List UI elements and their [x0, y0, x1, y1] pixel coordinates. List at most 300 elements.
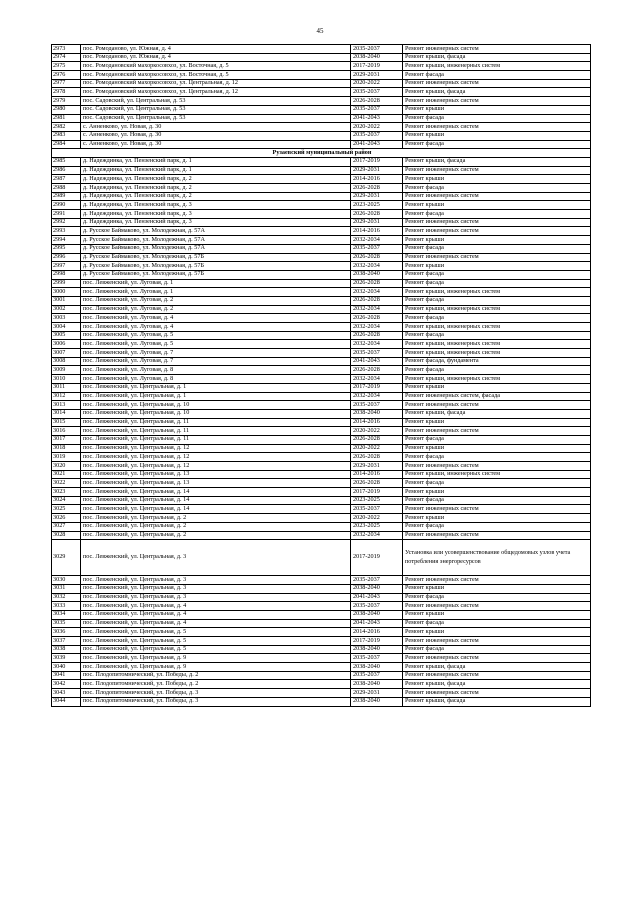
period: 2020-2022: [351, 79, 403, 88]
work-type: Ремонт фасада: [403, 279, 591, 288]
period: 2026-2028: [351, 184, 403, 193]
work-type: Ремонт крыши, инженерных систем: [403, 340, 591, 349]
work-type: Ремонт инженерных систем: [403, 531, 591, 540]
address: пос. Левженский, ул. Центральная, д. 3: [81, 540, 351, 576]
work-type: Ремонт инженерных систем: [403, 637, 591, 646]
work-type: Ремонт крыши: [403, 628, 591, 637]
table-row: [52, 619, 591, 628]
work-type: Ремонт крыши: [403, 201, 591, 210]
period: 2017-2019: [351, 637, 403, 646]
row-number: 3000: [52, 288, 81, 297]
table-row: [52, 401, 591, 410]
row-number: 3029: [52, 540, 81, 576]
work-type: Ремонт фасада: [403, 435, 591, 444]
work-type: Ремонт фасада: [403, 593, 591, 602]
period: 2032-2034: [351, 288, 403, 297]
work-type: Ремонт инженерных систем: [403, 227, 591, 236]
period: 2035-2037: [351, 654, 403, 663]
period: 2035-2037: [351, 349, 403, 358]
period: 2035-2037: [351, 45, 403, 54]
work-type: Ремонт фасада: [403, 522, 591, 531]
period: 2035-2037: [351, 671, 403, 680]
period: 2014-2016: [351, 227, 403, 236]
work-type: Ремонт крыши: [403, 418, 591, 427]
work-type: Ремонт фасада: [403, 210, 591, 219]
address: пос. Левженский, ул. Луговая, д. 2: [81, 305, 351, 314]
address: пос. Левженский, ул. Центральная, д. 2: [81, 531, 351, 540]
work-type: Ремонт фасада: [403, 314, 591, 323]
table-row: [52, 175, 591, 184]
period: 2041-2043: [351, 593, 403, 602]
period: 2038-2040: [351, 53, 403, 62]
period: 2035-2037: [351, 576, 403, 585]
table-row: [52, 663, 591, 672]
address: д. Русское Баймаково, ул. Молодежная, д. 57Б: [81, 270, 351, 279]
table-row: [52, 593, 591, 602]
row-number: 3042: [52, 680, 81, 689]
row-number: 2983: [52, 131, 81, 140]
address: пос. Левженский, ул. Центральная, д. 12: [81, 462, 351, 471]
work-type: Ремонт крыши: [403, 610, 591, 619]
work-type: Ремонт фасада: [403, 645, 591, 654]
period: 2017-2019: [351, 540, 403, 576]
table-row: [52, 270, 591, 279]
table-row: [52, 244, 591, 253]
table-row: [52, 488, 591, 497]
period: 2026-2028: [351, 279, 403, 288]
address: пос. Левженский, ул. Луговая, д. 4: [81, 323, 351, 332]
table-row: [52, 114, 591, 123]
period: 2032-2034: [351, 262, 403, 271]
table-row: [52, 540, 591, 576]
work-type: Установка или усовершенствование общедомовых узлов учета потребления энергоресурсов: [403, 540, 591, 576]
address: пос. Левженский, ул. Луговая, д. 4: [81, 314, 351, 323]
table-row: [52, 637, 591, 646]
table-row: [52, 88, 591, 97]
row-number: 3027: [52, 522, 81, 531]
work-type: Ремонт инженерных систем: [403, 166, 591, 175]
address: д. Русское Баймаково, ул. Молодежная, д. 57Б: [81, 262, 351, 271]
row-number: 2976: [52, 71, 81, 80]
row-number: 2978: [52, 88, 81, 97]
work-type: Ремонт инженерных систем: [403, 192, 591, 201]
address: пос. Плодопитомнический, ул. Победы, д. 2: [81, 680, 351, 689]
address: д. Надеждинка, ул. Пензенский парк, д. 1: [81, 166, 351, 175]
period: 2032-2034: [351, 323, 403, 332]
table-row: [52, 296, 591, 305]
work-type: Ремонт крыши, фасада: [403, 409, 591, 418]
period: 2020-2022: [351, 123, 403, 132]
row-number: 3041: [52, 671, 81, 680]
work-type: Ремонт фасада: [403, 244, 591, 253]
row-number: 2999: [52, 279, 81, 288]
address: пос. Левженский, ул. Луговая, д. 1: [81, 279, 351, 288]
row-number: 3002: [52, 305, 81, 314]
work-type: Ремонт крыши, инженерных систем: [403, 288, 591, 297]
work-type: Ремонт инженерных систем: [403, 576, 591, 585]
work-type: Ремонт инженерных систем: [403, 97, 591, 106]
table-row: [52, 418, 591, 427]
address: пос. Левженский, ул. Центральная, д. 4: [81, 610, 351, 619]
row-number: 2993: [52, 227, 81, 236]
period: 2026-2028: [351, 479, 403, 488]
period: 2035-2037: [351, 105, 403, 114]
work-type: Ремонт инженерных систем: [403, 123, 591, 132]
row-number: 3011: [52, 383, 81, 392]
work-type: Ремонт инженерных систем: [403, 671, 591, 680]
period: 2026-2028: [351, 314, 403, 323]
table-row: [52, 79, 591, 88]
period: 2017-2019: [351, 383, 403, 392]
period: 2026-2028: [351, 210, 403, 219]
work-type: Ремонт инженерных систем: [403, 689, 591, 698]
row-number: 3024: [52, 496, 81, 505]
table-row: [52, 45, 591, 54]
address: пос. Левженский, ул. Центральная, д. 5: [81, 628, 351, 637]
work-type: Ремонт инженерных систем: [403, 602, 591, 611]
row-number: 3032: [52, 593, 81, 602]
work-type: Ремонт крыши, инженерных систем: [403, 62, 591, 71]
work-type: Ремонт инженерных систем: [403, 654, 591, 663]
address: пос. Левженский, ул. Центральная, д. 10: [81, 401, 351, 410]
period: 2032-2034: [351, 375, 403, 384]
address: пос. Садовский, ул. Центральная, д. 53: [81, 114, 351, 123]
address: пос. Левженский, ул. Центральная, д. 5: [81, 645, 351, 654]
period: 2032-2034: [351, 305, 403, 314]
work-type: Ремонт фасада: [403, 114, 591, 123]
address: пос. Левженский, ул. Луговая, д. 8: [81, 366, 351, 375]
period: 2032-2034: [351, 236, 403, 245]
work-type: Ремонт фасада: [403, 366, 591, 375]
table-row: [52, 227, 591, 236]
period: 2017-2019: [351, 157, 403, 166]
row-number: 2987: [52, 175, 81, 184]
address: д. Надеждинка, ул. Пензенский парк, д. 2: [81, 192, 351, 201]
address: пос. Левженский, ул. Центральная, д. 2: [81, 522, 351, 531]
table-row: [52, 53, 591, 62]
period: 2035-2037: [351, 602, 403, 611]
table-row: [52, 366, 591, 375]
row-number: 2981: [52, 114, 81, 123]
address: д. Надеждинка, ул. Пензенский парк, д. 1: [81, 157, 351, 166]
table-row: [52, 505, 591, 514]
table-row: [52, 349, 591, 358]
address: пос. Левженский, ул. Центральная, д. 10: [81, 409, 351, 418]
address: пос. Плодопитомнический, ул. Победы, д. 2: [81, 671, 351, 680]
address: пос. Левженский, ул. Центральная, д. 14: [81, 505, 351, 514]
address: пос. Левженский, ул. Центральная, д. 9: [81, 654, 351, 663]
row-number: 2973: [52, 45, 81, 54]
row-number: 2998: [52, 270, 81, 279]
table-row: [52, 671, 591, 680]
row-number: 3019: [52, 453, 81, 462]
work-type: Ремонт фасада, фундамента: [403, 357, 591, 366]
row-number: 3031: [52, 584, 81, 593]
table-row: [52, 375, 591, 384]
table-row: [52, 305, 591, 314]
address: пос. Левженский, ул. Луговая, д. 1: [81, 288, 351, 297]
address: пос. Ромодановский махоркосовхоз, ул. Восточная, д. 5: [81, 71, 351, 80]
row-number: 3030: [52, 576, 81, 585]
work-type: Ремонт крыши: [403, 514, 591, 523]
table-row: [52, 435, 591, 444]
work-type: Ремонт крыши, фасада: [403, 680, 591, 689]
section-header-row: [52, 149, 591, 158]
work-type: Ремонт инженерных систем: [403, 505, 591, 514]
address: пос. Левженский, ул. Центральная, д. 14: [81, 496, 351, 505]
table-row: [52, 262, 591, 271]
address: пос. Левженский, ул. Центральная, д. 5: [81, 637, 351, 646]
row-number: 2977: [52, 79, 81, 88]
address: д. Русское Баймаково, ул. Молодежная, д. 57Б: [81, 253, 351, 262]
repair-schedule-table: [51, 44, 591, 707]
address: д. Русское Баймаково, ул. Молодежная, д. 57А: [81, 244, 351, 253]
address: пос. Ромоданово, ул. Южная, д. 4: [81, 45, 351, 54]
row-number: 3010: [52, 375, 81, 384]
row-number: 3017: [52, 435, 81, 444]
table-row: [52, 610, 591, 619]
table-row: [52, 210, 591, 219]
work-type: Ремонт фасада: [403, 619, 591, 628]
table-body-after-section: [52, 157, 591, 706]
address: пос. Левженский, ул. Центральная, д. 14: [81, 488, 351, 497]
row-number: 2995: [52, 244, 81, 253]
address: пос. Левженский, ул. Центральная, д. 2: [81, 514, 351, 523]
table-row: [52, 514, 591, 523]
period: 2026-2028: [351, 331, 403, 340]
work-type: Ремонт крыши, инженерных систем: [403, 470, 591, 479]
address: д. Надеждинка, ул. Пензенский парк, д. 3: [81, 218, 351, 227]
period: 2029-2031: [351, 166, 403, 175]
period: 2026-2028: [351, 253, 403, 262]
work-type: Ремонт фасада: [403, 270, 591, 279]
row-number: 3037: [52, 637, 81, 646]
work-type: Ремонт крыши: [403, 131, 591, 140]
table-row: [52, 192, 591, 201]
row-number: 3026: [52, 514, 81, 523]
period: 2020-2022: [351, 427, 403, 436]
address: д. Русское Баймаково, ул. Молодежная, д. 57А: [81, 236, 351, 245]
address: пос. Левженский, ул. Центральная, д. 13: [81, 479, 351, 488]
row-number: 3016: [52, 427, 81, 436]
address: пос. Левженский, ул. Центральная, д. 12: [81, 444, 351, 453]
address: пос. Левженский, ул. Центральная, д. 4: [81, 602, 351, 611]
address: с. Анненково, ул. Новая, д. 30: [81, 123, 351, 132]
table-row: [52, 496, 591, 505]
address: пос. Левженский, ул. Центральная, д. 11: [81, 427, 351, 436]
address: пос. Левженский, ул. Луговая, д. 7: [81, 357, 351, 366]
table-row: [52, 531, 591, 540]
period: 2017-2019: [351, 488, 403, 497]
address: пос. Левженский, ул. Центральная, д. 3: [81, 584, 351, 593]
address: пос. Ромоданово, ул. Южная, д. 4: [81, 53, 351, 62]
table-row: [52, 357, 591, 366]
address: с. Анненково, ул. Новая, д. 30: [81, 131, 351, 140]
address: д. Надеждинка, ул. Пензенский парк, д. 2: [81, 175, 351, 184]
period: 2041-2043: [351, 114, 403, 123]
period: 2026-2028: [351, 296, 403, 305]
address: пос. Левженский, ул. Центральная, д. 4: [81, 619, 351, 628]
table-row: [52, 383, 591, 392]
work-type: Ремонт крыши: [403, 175, 591, 184]
period: 2038-2040: [351, 409, 403, 418]
row-number: 2979: [52, 97, 81, 106]
row-number: 3035: [52, 619, 81, 628]
table-row: [52, 236, 591, 245]
section-header-group: [52, 149, 591, 158]
table-row: [52, 479, 591, 488]
work-type: Ремонт инженерных систем: [403, 218, 591, 227]
work-type: Ремонт крыши: [403, 105, 591, 114]
table-row: [52, 166, 591, 175]
row-number: 3015: [52, 418, 81, 427]
table-row: [52, 427, 591, 436]
row-number: 2988: [52, 184, 81, 193]
row-number: 3040: [52, 663, 81, 672]
period: 2029-2031: [351, 462, 403, 471]
work-type: Ремонт фасада: [403, 184, 591, 193]
row-number: 2982: [52, 123, 81, 132]
table-row: [52, 522, 591, 531]
row-number: 3034: [52, 610, 81, 619]
address: пос. Левженский, ул. Луговая, д. 2: [81, 296, 351, 305]
address: пос. Левженский, ул. Луговая, д. 7: [81, 349, 351, 358]
row-number: 3021: [52, 470, 81, 479]
table-row: [52, 71, 591, 80]
row-number: 3004: [52, 323, 81, 332]
address: пос. Левженский, ул. Центральная, д. 11: [81, 418, 351, 427]
row-number: 3022: [52, 479, 81, 488]
table-row: [52, 462, 591, 471]
row-number: 3012: [52, 392, 81, 401]
table-row: [52, 654, 591, 663]
work-type: Ремонт крыши: [403, 236, 591, 245]
row-number: 2985: [52, 157, 81, 166]
work-type: Ремонт крыши, фасада: [403, 53, 591, 62]
address: пос. Ромодановский махоркосовхоз, ул. Центральная, д. 12: [81, 88, 351, 97]
period: 2014-2016: [351, 418, 403, 427]
row-number: 2990: [52, 201, 81, 210]
work-type: Ремонт крыши, фасада: [403, 88, 591, 97]
row-number: 3014: [52, 409, 81, 418]
table-row: [52, 453, 591, 462]
row-number: 3023: [52, 488, 81, 497]
row-number: 3039: [52, 654, 81, 663]
period: 2041-2043: [351, 619, 403, 628]
address: д. Русское Баймаково, ул. Молодежная, д. 57А: [81, 227, 351, 236]
period: 2032-2034: [351, 392, 403, 401]
row-number: 2984: [52, 140, 81, 149]
row-number: 2975: [52, 62, 81, 71]
table-row: [52, 62, 591, 71]
work-type: Ремонт инженерных систем: [403, 427, 591, 436]
row-number: 2989: [52, 192, 81, 201]
address: пос. Левженский, ул. Луговая, д. 5: [81, 340, 351, 349]
table-row: [52, 218, 591, 227]
row-number: 3018: [52, 444, 81, 453]
address: пос. Плодопитомнический, ул. Победы, д. 3: [81, 689, 351, 698]
address: пос. Левженский, ул. Центральная, д. 1: [81, 392, 351, 401]
period: 2020-2022: [351, 514, 403, 523]
address: пос. Левженский, ул. Луговая, д. 5: [81, 331, 351, 340]
address: пос. Ромодановский махоркосовхоз, ул. Центральная, д. 12: [81, 79, 351, 88]
table-row: [52, 131, 591, 140]
table-row: [52, 628, 591, 637]
row-number: 2994: [52, 236, 81, 245]
row-number: 3013: [52, 401, 81, 410]
table-row: [52, 123, 591, 132]
address: д. Надеждинка, ул. Пензенский парк, д. 3: [81, 210, 351, 219]
period: 2023-2025: [351, 201, 403, 210]
period: 2035-2037: [351, 505, 403, 514]
address: пос. Левженский, ул. Центральная, д. 13: [81, 470, 351, 479]
work-type: Ремонт фасада: [403, 479, 591, 488]
address: пос. Левженский, ул. Центральная, д. 9: [81, 663, 351, 672]
work-type: Ремонт фасада: [403, 296, 591, 305]
row-number: 2986: [52, 166, 81, 175]
period: 2035-2037: [351, 401, 403, 410]
table-row: [52, 697, 591, 706]
period: 2032-2034: [351, 340, 403, 349]
table-row: [52, 645, 591, 654]
work-type: Ремонт крыши, инженерных систем: [403, 305, 591, 314]
row-number: 2996: [52, 253, 81, 262]
work-type: Ремонт инженерных систем: [403, 79, 591, 88]
table-row: [52, 157, 591, 166]
period: 2038-2040: [351, 645, 403, 654]
table-row: [52, 409, 591, 418]
work-type: Ремонт инженерных систем: [403, 253, 591, 262]
row-number: 3038: [52, 645, 81, 654]
table-row: [52, 184, 591, 193]
period: 2038-2040: [351, 584, 403, 593]
row-number: 3007: [52, 349, 81, 358]
row-number: 3033: [52, 602, 81, 611]
table-row: [52, 576, 591, 585]
address: пос. Ромодановский махоркосовхоз, ул. Восточная, д. 5: [81, 62, 351, 71]
row-number: 3025: [52, 505, 81, 514]
period: 2029-2031: [351, 218, 403, 227]
row-number: 2974: [52, 53, 81, 62]
address: пос. Левженский, ул. Луговая, д. 8: [81, 375, 351, 384]
table-row: [52, 584, 591, 593]
address: пос. Плодопитомнический, ул. Победы, д. 3: [81, 697, 351, 706]
period: 2023-2025: [351, 496, 403, 505]
work-type: Ремонт крыши, инженерных систем: [403, 349, 591, 358]
work-type: Ремонт крыши, фасада: [403, 697, 591, 706]
period: 2041-2043: [351, 140, 403, 149]
address: пос. Левженский, ул. Центральная, д. 3: [81, 593, 351, 602]
row-number: 2997: [52, 262, 81, 271]
table-row: [52, 253, 591, 262]
address: пос. Садовский, ул. Центральная, д. 53: [81, 97, 351, 106]
table-row: [52, 288, 591, 297]
address: с. Анненково, ул. Новая, д. 30: [81, 140, 351, 149]
address: пос. Левженский, ул. Центральная, д. 1: [81, 383, 351, 392]
table-row: [52, 105, 591, 114]
row-number: 3008: [52, 357, 81, 366]
table-row: [52, 602, 591, 611]
table-row: [52, 680, 591, 689]
table-row: [52, 314, 591, 323]
period: 2026-2028: [351, 435, 403, 444]
work-type: Ремонт крыши: [403, 488, 591, 497]
work-type: Ремонт крыши: [403, 584, 591, 593]
row-number: 3006: [52, 340, 81, 349]
period: 2014-2016: [351, 628, 403, 637]
table-row: [52, 279, 591, 288]
period: 2023-2025: [351, 522, 403, 531]
